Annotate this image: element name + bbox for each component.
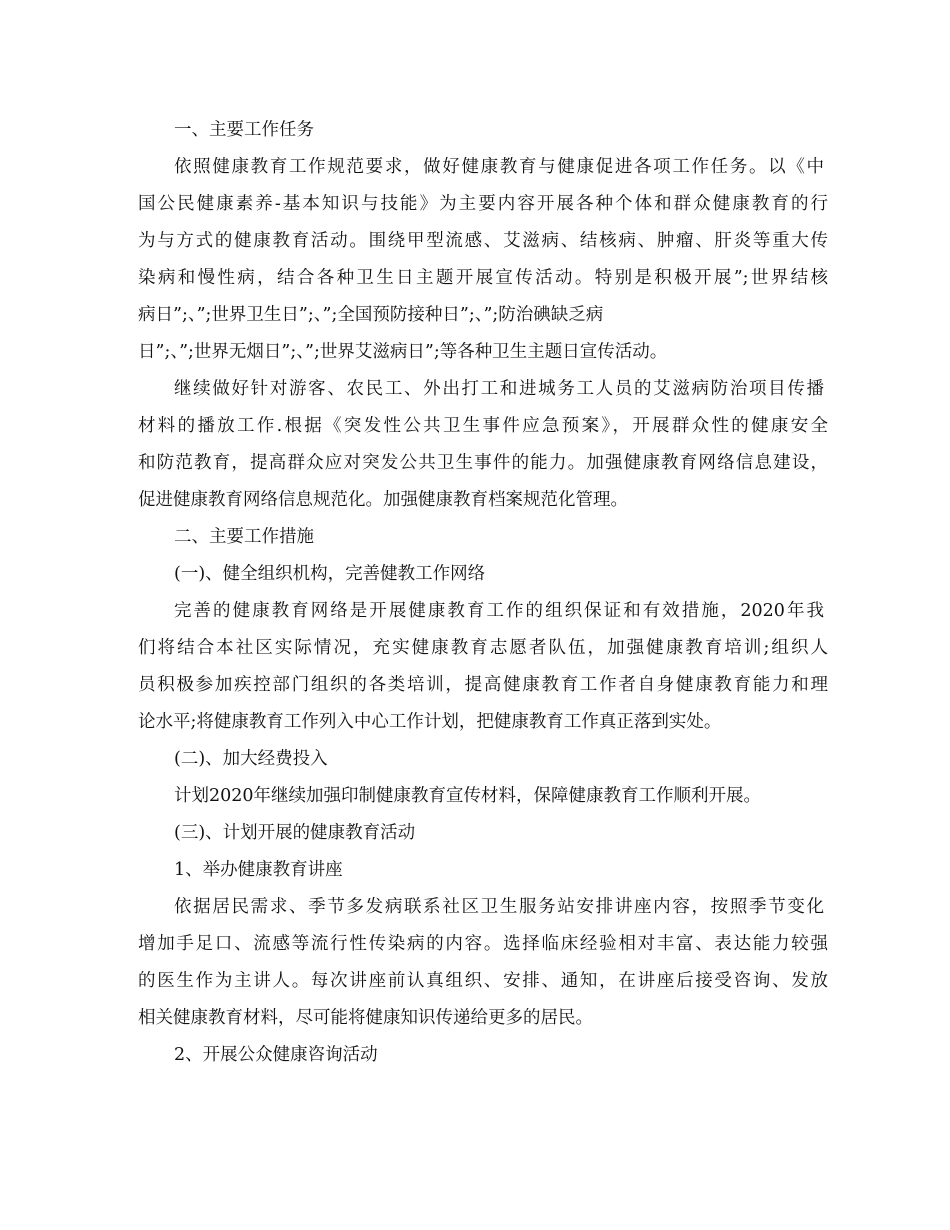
paragraph-line: 的医生作为主讲人。每次讲座前认真组织、安排、通知，在讲座后接受咨询、发放: [138, 971, 828, 991]
paragraph-line: 依据居民需求、季节多发病联系社区卫生服务站安排讲座内容，按照季节变化: [174, 897, 824, 917]
paragraph-line: 病日”;、”;世界卫生日”;、”;全国预防接种日”;、”;防治碘缺乏病: [138, 305, 604, 325]
paragraph-line: 材料的播放工作.根据《突发性公共卫生事件应急预案》，开展群众性的健康安全: [138, 416, 828, 436]
paragraph-line: 们将结合本社区实际情况，充实健康教育志愿者队伍，加强健康教育培训;组织人: [138, 638, 828, 658]
section-heading-main-measures: 二、主要工作措施: [174, 527, 314, 547]
subheading-activities: (三)、计划开展的健康教育活动: [174, 823, 416, 843]
paragraph-line: 增加手足口、流感等流行性传染病的内容。选择临床经验相对丰富、表达能力较强: [138, 934, 828, 954]
paragraph-line: 继续做好针对游客、农民工、外出打工和进城务工人员的艾滋病防治项目传播: [174, 379, 824, 399]
paragraph-line: 员积极参加疾控部门组织的各类培训，提高健康教育工作者自身健康教育能力和理: [138, 675, 828, 695]
section-heading-main-tasks: 一、主要工作任务: [174, 120, 314, 140]
paragraph-line: 计划2020年继续加强印制健康教育宣传材料，保障健康教育工作顺利开展。: [174, 786, 762, 806]
paragraph-line: 促进健康教育网络信息规范化。加强健康教育档案规范化管理。: [138, 490, 628, 510]
paragraph-line: 论水平;将健康教育工作列入中心工作计划，把健康教育工作真正落到实处。: [138, 712, 722, 732]
paragraph-line: 染病和慢性病，结合各种卫生日主题开展宣传活动。特别是积极开展”;世界结核: [138, 268, 828, 288]
paragraph-line: 相关健康教育材料，尽可能将健康知识传递给更多的居民。: [138, 1008, 593, 1028]
paragraph-line: 和防范教育，提高群众应对突发公共卫生事件的能力。加强健康教育网络信息建设，: [138, 453, 828, 473]
paragraph-line: 国公民健康素养-基本知识与技能》为主要内容开展各种个体和群众健康教育的行: [138, 194, 828, 214]
paragraph-line: 依照健康教育工作规范要求，做好健康教育与健康促进各项工作任务。以《中: [174, 157, 824, 177]
subheading-funding: (二)、加大经费投入: [174, 749, 328, 769]
paragraph-line: 日”;、”;世界无烟日”;、”;世界艾滋病日”;等各种卫生主题日宣传活动。: [138, 342, 668, 362]
subheading-organization: (一)、健全组织机构，完善健教工作网络: [174, 564, 486, 584]
list-item-consultation: 2、开展公众健康咨询活动: [174, 1045, 378, 1065]
paragraph-line: 为与方式的健康教育活动。围绕甲型流感、艾滋病、结核病、肿瘤、肝炎等重大传: [138, 231, 828, 251]
list-item-lectures: 1、举办健康教育讲座: [174, 860, 343, 880]
paragraph-line: 完善的健康教育网络是开展健康教育工作的组织保证和有效措施，2020年我: [174, 601, 824, 621]
